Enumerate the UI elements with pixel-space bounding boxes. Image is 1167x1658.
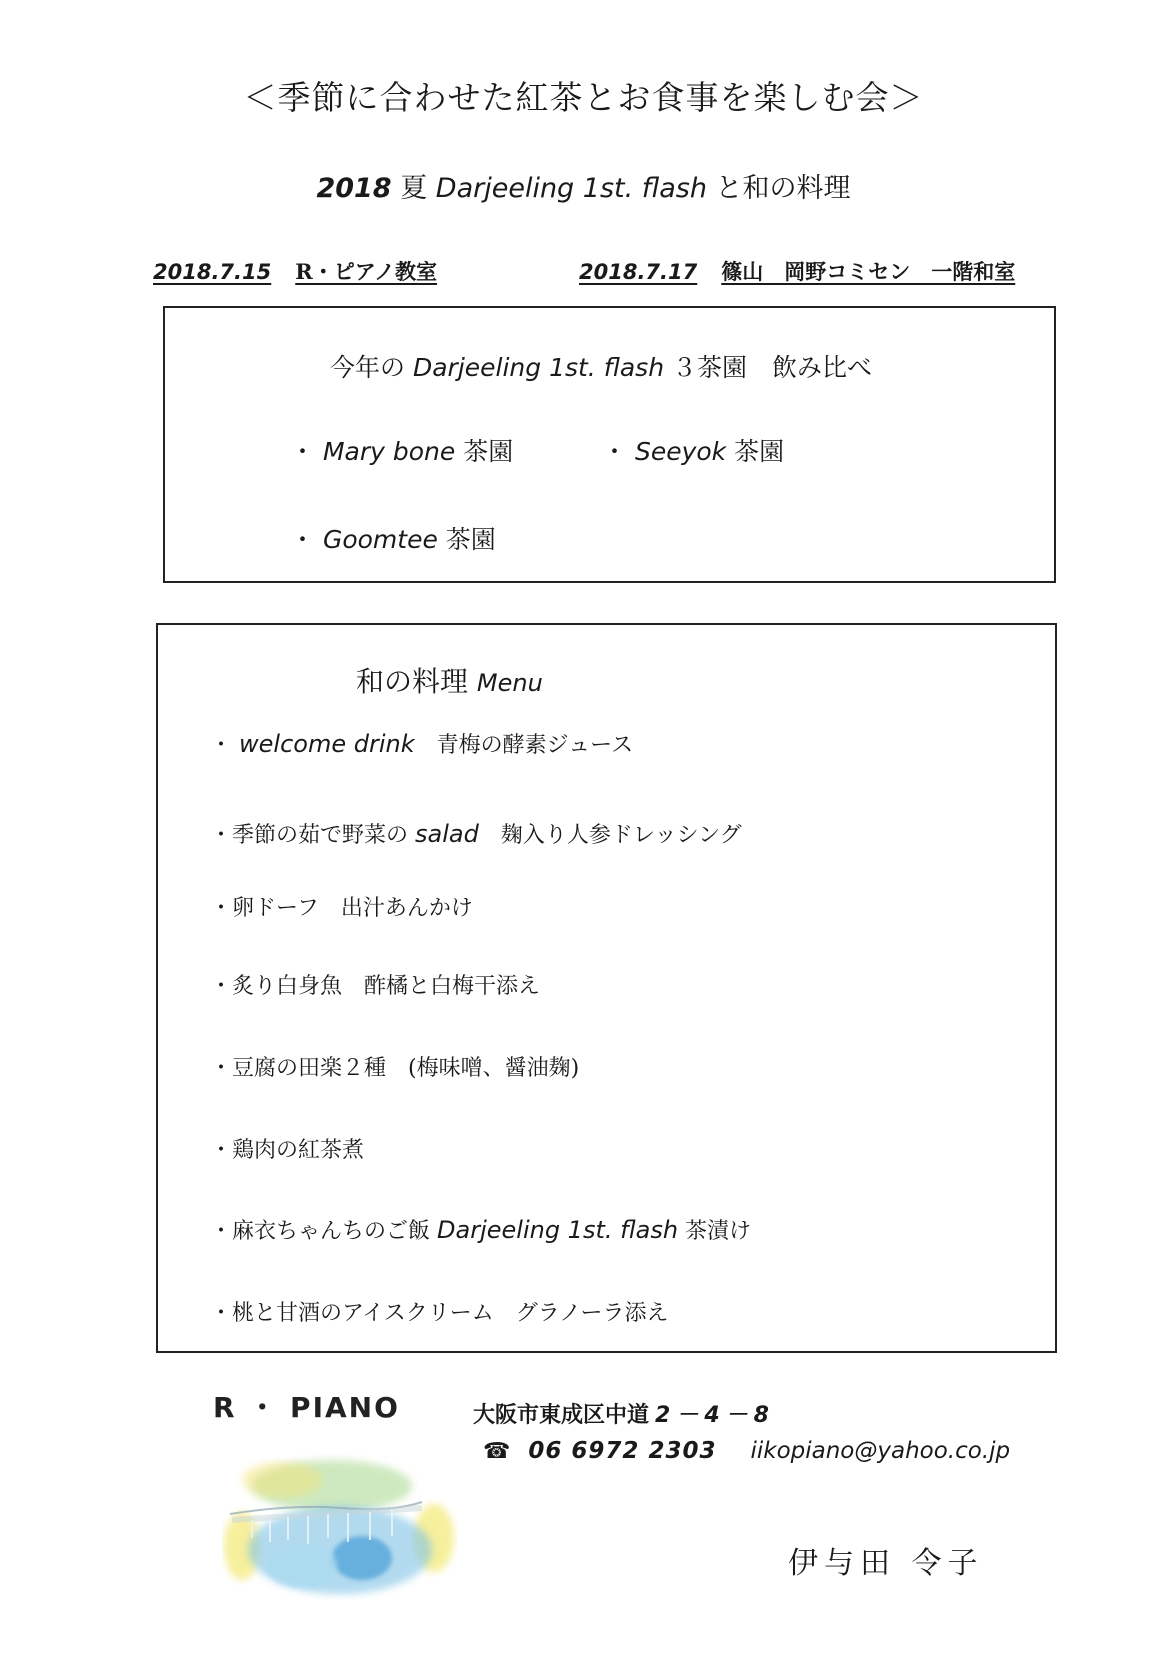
event-date-2	[579, 256, 1015, 286]
tea-heading-prefix: 今年の	[330, 353, 406, 382]
address	[473, 1398, 775, 1429]
tea-garden-item: ・ Seeyok 茶園	[602, 437, 785, 466]
menu-heading-en: Menu	[476, 669, 543, 697]
menu-item: ・炙り白身魚 酢橘と白梅干添え	[210, 974, 541, 999]
menu-item: ・季節の茹で野菜の salad 麹入り人参ドレッシング	[210, 820, 742, 848]
subtitle-tea: Darjeeling 1st. flash	[435, 173, 707, 204]
subtitle-year: 2018	[316, 173, 392, 204]
signature: 伊与田 令子	[788, 1546, 984, 1581]
email-address: iikopiano@yahoo.co.jp	[750, 1438, 1011, 1464]
event-date-1	[153, 256, 437, 286]
menu-item: ・卵ドーフ 出汁あんかけ	[210, 896, 473, 921]
menu-heading	[356, 660, 543, 700]
menu-item: ・麻衣ちゃんちのご飯 Darjeeling 1st. flash 茶漬け	[210, 1216, 752, 1244]
event-date-2-date: 2018.7.17	[579, 260, 698, 284]
tea-garden-name: Goomtee	[322, 525, 438, 554]
contact-line	[483, 1438, 1010, 1464]
menu-item: ・ welcome drink 青梅の酵素ジュース	[210, 730, 634, 758]
phone-icon: ☎	[483, 1439, 511, 1464]
event-date-1-venue: R・ピアノ教室	[295, 259, 438, 284]
menu-item: ・豆腐の田楽２種 (梅味噌、醤油麹)	[210, 1056, 580, 1081]
subtitle-season: 夏	[400, 173, 428, 204]
tea-heading-suffix: ３茶園 飲み比べ	[672, 353, 873, 382]
menu-item: ・桃と甘酒のアイスクリーム グラノーラ添え	[210, 1301, 669, 1326]
tea-garden-suffix: 茶園	[463, 437, 514, 466]
event-date-2-venue: 篠山 岡野コミセン 一階和室	[721, 259, 1016, 284]
watercolor-piano-illustration	[222, 1446, 458, 1600]
subtitle-suffix: と和の料理	[715, 173, 851, 204]
tea-garden-suffix: 茶園	[445, 525, 496, 554]
tea-heading	[330, 348, 872, 384]
address-text: 大阪市東成区中道	[473, 1402, 650, 1428]
tea-garden-item: ・ Mary bone 茶園	[290, 437, 514, 466]
tea-garden-name: Seeyok	[634, 437, 727, 466]
tea-heading-tea: Darjeeling 1st. flash	[412, 353, 665, 382]
tea-garden-suffix: 茶園	[734, 437, 785, 466]
tea-garden-item: ・ Goomtee 茶園	[290, 525, 496, 554]
tea-garden-name: Mary bone	[322, 437, 456, 466]
phone-number: 06 6972 2303	[528, 1438, 717, 1464]
menu-heading-jp: 和の料理	[356, 665, 469, 698]
menu-item: ・鶏肉の紅茶煮	[210, 1138, 365, 1163]
event-date-1-date: 2018.7.15	[153, 260, 272, 284]
page-title: ＜季節に合わせた紅茶とお食事を楽しむ会＞	[243, 78, 924, 117]
brand-name: R ・ PIANO	[213, 1391, 400, 1424]
address-number: 2－4－8	[655, 1403, 775, 1428]
subtitle	[0, 166, 1167, 205]
